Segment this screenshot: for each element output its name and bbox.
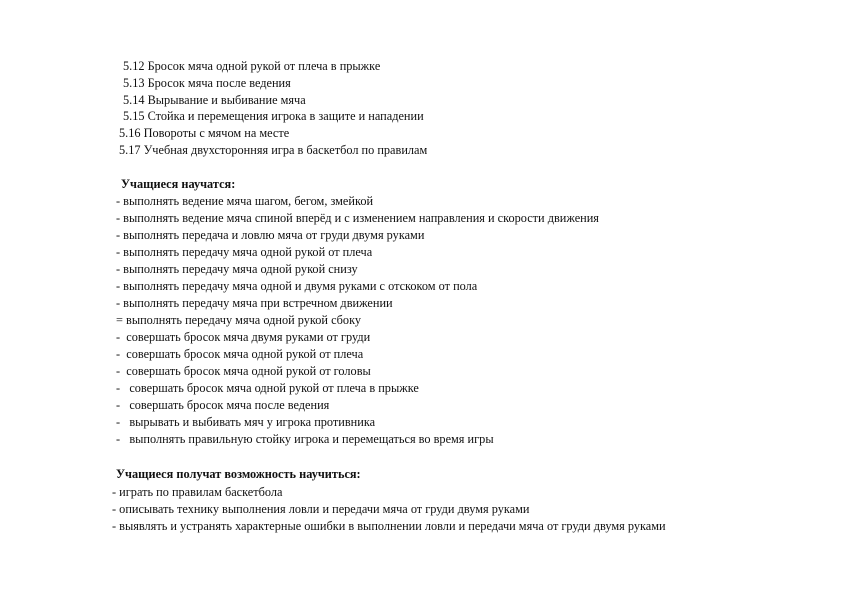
learn-item: - совершать бросок мяча после ведения xyxy=(116,398,330,412)
learn-item: - совершать бросок мяча одной рукой от головы xyxy=(116,364,371,378)
topic-item-5-14: 5.14 Вырывание и выбивание мяча xyxy=(123,93,306,107)
learn-item: - совершать бросок мяча одной рукой от плеча xyxy=(116,347,364,361)
opportunity-item: - выявлять и устранять характерные ошибки в выполнении ловли и передачи мяча от груди двумя руками xyxy=(112,519,666,533)
learn-item: - совершать бросок мяча одной рукой от плеча в прыжке xyxy=(116,381,419,395)
topic-item-5-13: 5.13 Бросок мяча после ведения xyxy=(123,76,291,90)
topic-item-5-12: 5.12 Бросок мяча одной рукой от плеча в прыжке xyxy=(123,59,381,73)
learn-item: - выполнять передачу мяча одной рукой от плеча xyxy=(116,245,373,259)
topic-item-5-17: 5.17 Учебная двухсторонняя игра в баскетбол по правилам xyxy=(119,143,428,157)
learn-item: - вырывать и выбивать мяч у игрока противника xyxy=(116,415,376,429)
learn-item: - выполнять правильную стойку игрока и перемещаться во время игры xyxy=(116,432,494,446)
opportunity-item: - описывать технику выполнения ловли и передачи мяча от груди двумя руками xyxy=(112,502,530,516)
learn-item: - выполнять передачу мяча одной рукой снизу xyxy=(116,262,358,276)
opportunity-heading: Учащиеся получат возможность научиться: xyxy=(116,467,361,481)
learn-item: - выполнять ведение мяча шагом, бегом, змейкой xyxy=(116,194,374,208)
learn-item: = выполнять передачу мяча одной рукой сбоку xyxy=(116,313,362,327)
learn-item: - выполнять ведение мяча спиной вперёд и с изменением направления и скорости движения xyxy=(116,211,599,225)
topic-item-5-15: 5.15 Стойка и перемещения игрока в защите и нападении xyxy=(123,109,424,123)
opportunity-item: - играть по правилам баскетбола xyxy=(112,485,283,499)
topic-item-5-16: 5.16 Повороты с мячом на месте xyxy=(119,126,290,140)
learn-item: - выполнять передачу мяча одной и двумя руками с отскоком от пола xyxy=(116,279,478,293)
learn-item: - выполнять передачу мяча при встречном движении xyxy=(116,296,393,310)
learn-item: - совершать бросок мяча двумя руками от груди xyxy=(116,330,371,344)
learn-heading: Учащиеся научатся: xyxy=(121,177,236,191)
learn-item: - выполнять передача и ловлю мяча от груди двумя руками xyxy=(116,228,425,242)
